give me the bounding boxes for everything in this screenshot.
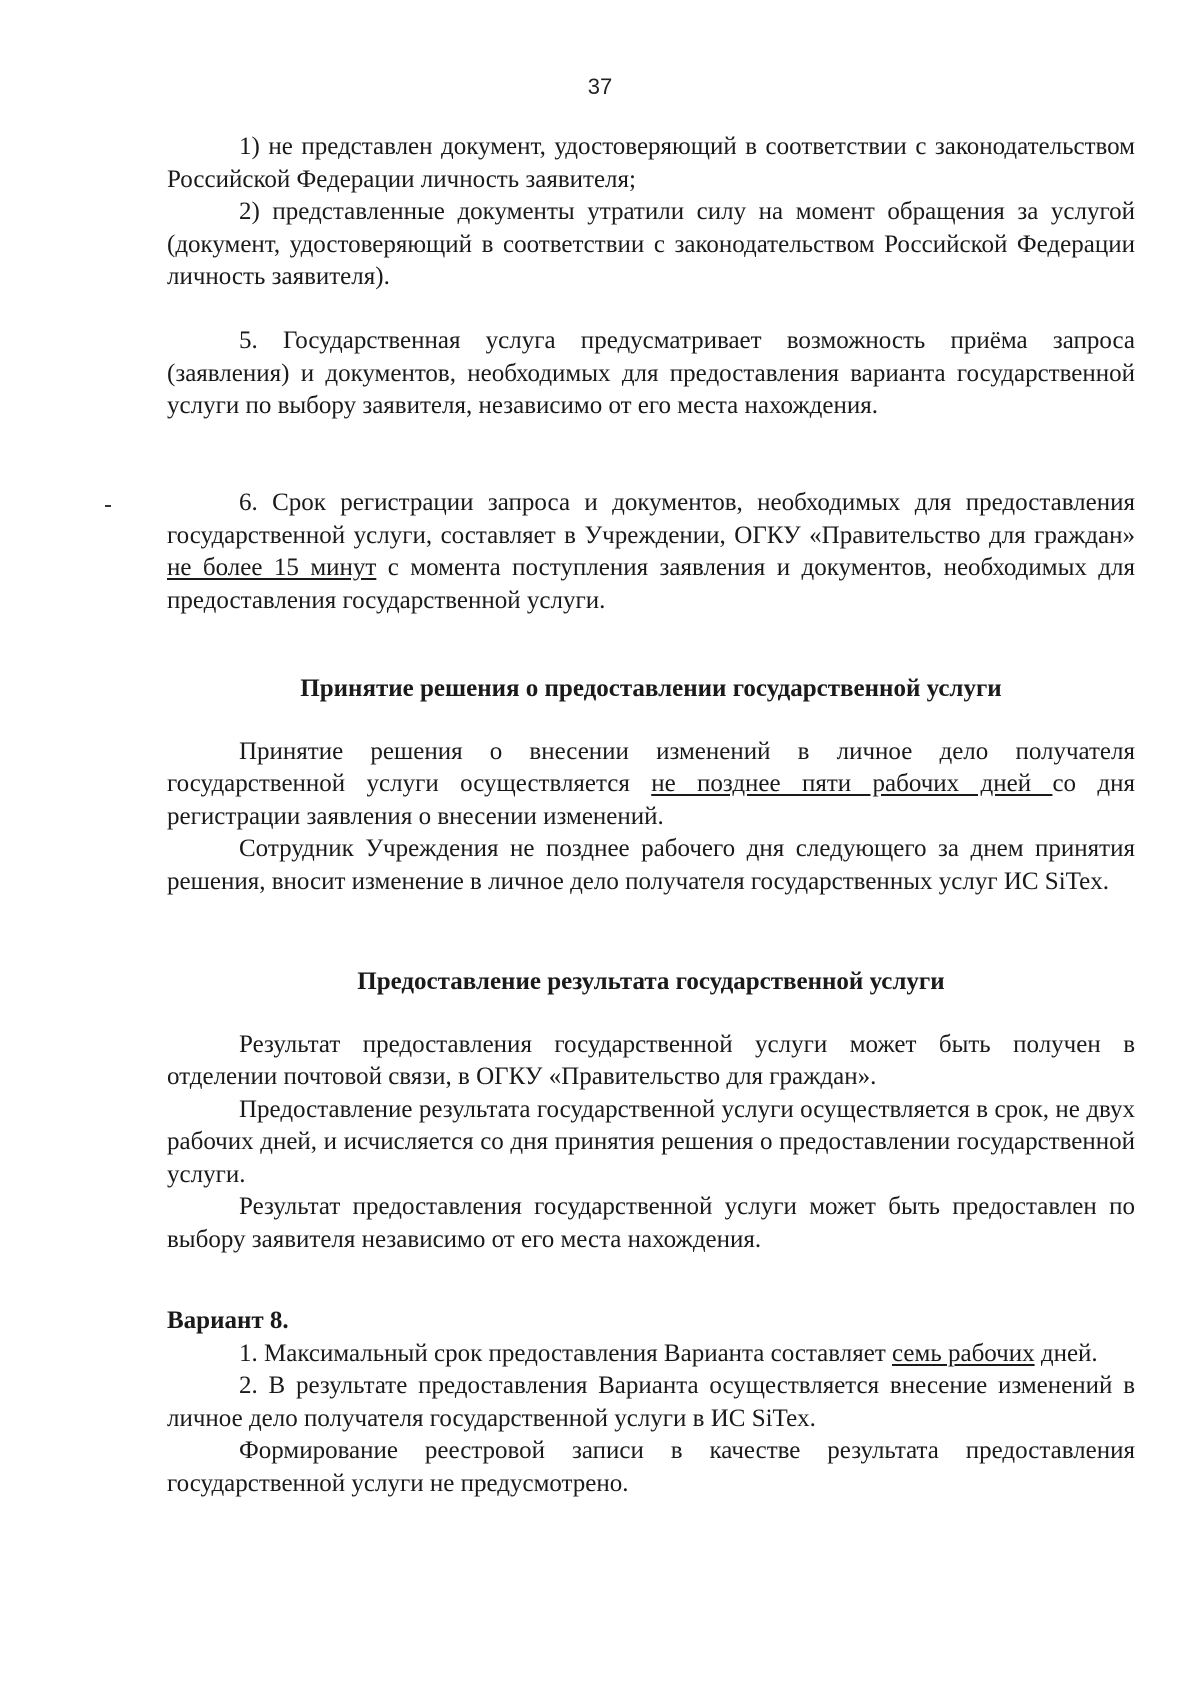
point6-text-end: с момента поступления заявления и документов, необходимых для предоставления государственной услуги. bbox=[167, 554, 1135, 614]
variant-paragraph-1: 1. Максимальный срок предоставления Варианта составляет семь рабочих дней. bbox=[239, 1339, 1098, 1367]
result-paragraph-3: Результат предоставления государственной услуги может быть предоставлен по выбору заявителя независимо от его места нахождения. bbox=[167, 1193, 1135, 1253]
margin-mark bbox=[105, 505, 111, 507]
page-number: 37 bbox=[587, 74, 613, 99]
point6-text-start: 6. Срок регистрации запроса и документов, необходимых для предоставления государственной услуги, составляет в Учреждении, ОГКУ «Правительство для граждан» bbox=[167, 489, 1135, 549]
section-decision bbox=[167, 673, 1135, 898]
section-heading-result: Предоставление результата государственной услуги bbox=[357, 968, 945, 995]
result-paragraph-1: Результат предоставления государственной услуги может быть получен в отделении почтовой связи, в ОГКУ «Правительство для граждан». bbox=[167, 1030, 1135, 1090]
list-block bbox=[167, 131, 1135, 294]
variant-paragraph-3: Формирование реестровой записи в качестве результата предоставления государственной услуги не предусмотрено. bbox=[167, 1437, 1135, 1497]
decision-paragraph-2: Сотрудник Учреждения не позднее рабочего дня следующего за днем принятия решения, вносит изменение в личное дело получателя государственных услуг ИС SiTex. bbox=[167, 835, 1135, 895]
section-result bbox=[167, 966, 1135, 1256]
underlined-deadline: не более 15 минут bbox=[167, 554, 377, 581]
underlined-term: не позднее пяти рабочих дней bbox=[651, 770, 1053, 797]
list-item-2: 2) представленные документы утратили силу на момент обращения за услугой (документ, удостоверяющий в соответствии с законодательством Российской Федерации личность заявителя). bbox=[167, 198, 1135, 290]
result-paragraph-2: Предоставление результата государственной услуги осуществляется в срок, не двух рабочих дней, и исчисляется со дня принятия решения о предоставлении государственной услуги. bbox=[167, 1095, 1135, 1188]
underlined-duration: семь рабочих bbox=[892, 1339, 1035, 1367]
paragraph-point-5: 5. Государственная услуга предусматривает возможность приёма запроса (заявления) и документов, необходимых для предоставления варианта государственной услуги по выбору заявителя, независимо от его места нахождения. bbox=[167, 327, 1135, 419]
variant-8-section bbox=[167, 1305, 1135, 1500]
variant-heading: Вариант 8. bbox=[167, 1307, 289, 1334]
decision-paragraph-1: Принятие решения о внесении изменений в личное дело получателя государственной услуги осуществляется не позднее пяти рабочих дней со дня регистрации заявления о внесении изменений. bbox=[167, 737, 1135, 830]
section-heading-decision: Принятие решения о предоставлении государственной услуги bbox=[300, 675, 1002, 702]
list-item-1: 1) не представлен документ, удостоверяющий в соответствии с законодательством Российской Федерации личность заявителя; bbox=[167, 133, 1135, 193]
variant-paragraph-2: 2. В результате предоставления Варианта осуществляется внесение изменений в личное дело получателя государственной услуги в ИС SiTex. bbox=[167, 1372, 1135, 1432]
paragraph-point-6 bbox=[167, 487, 1135, 617]
